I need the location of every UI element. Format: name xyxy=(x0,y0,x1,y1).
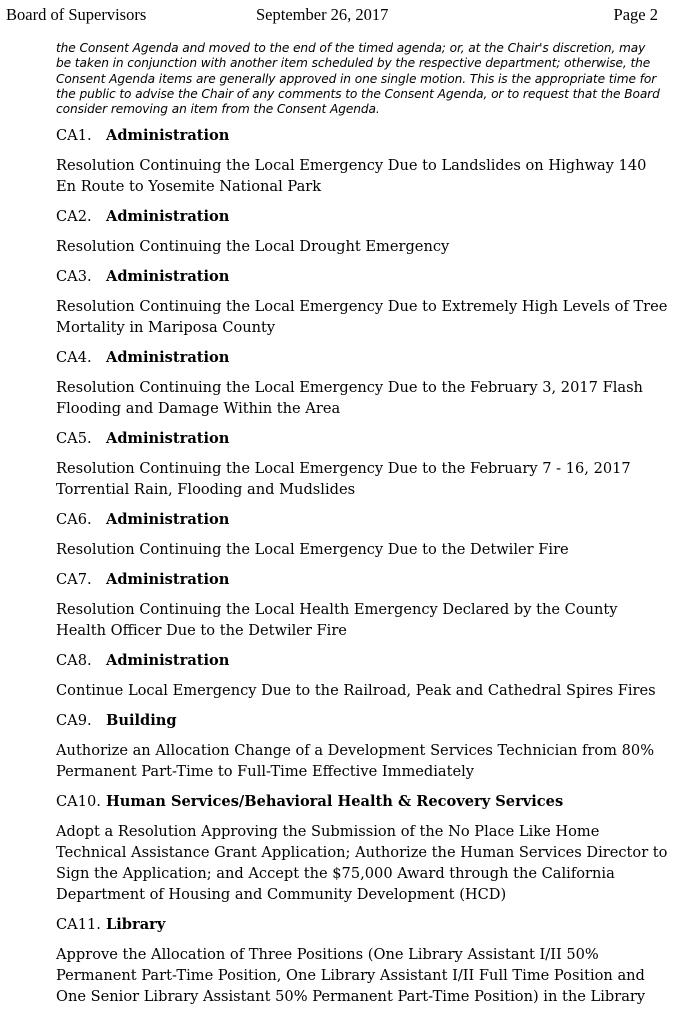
item-number: CA4. xyxy=(56,349,92,366)
item-department: Administration xyxy=(106,430,230,447)
agenda-item-heading xyxy=(56,791,668,812)
item-number: CA1. xyxy=(56,127,92,144)
item-description: Resolution Continuing the Local Drought Emergency xyxy=(56,238,450,255)
page-header xyxy=(6,5,658,25)
agenda-item-ca8 xyxy=(56,650,668,701)
item-number: CA7. xyxy=(56,571,92,588)
agenda-item-ca5 xyxy=(56,428,668,500)
item-department: Administration xyxy=(106,349,230,366)
item-number: CA5. xyxy=(56,430,92,447)
item-department: Administration xyxy=(106,268,230,285)
agenda-item-ca9 xyxy=(56,710,668,782)
item-description: Resolution Continuing the Local Emergency Due to the Detwiler Fire xyxy=(56,541,569,558)
agenda-item-ca7 xyxy=(56,569,668,641)
item-description: Resolution Continuing the Local Emergency Due to the February 7 - 16, 2017 Torrential Rain, Flooding and Mudslides xyxy=(56,460,631,498)
item-department: Administration xyxy=(106,652,230,669)
item-description: Resolution Continuing the Local Emergency Due to Landslides on Highway 140 En Route to Yosemite National Park xyxy=(56,157,647,195)
agenda-item-ca4 xyxy=(56,347,668,419)
agenda-item-heading xyxy=(56,710,668,731)
item-number: CA6. xyxy=(56,511,92,528)
item-department: Human Services/Behavioral Health & Recovery Services xyxy=(106,793,564,810)
agenda-item-heading xyxy=(56,914,668,935)
consent-agenda-intro: the Consent Agenda and moved to the end of the timed agenda; or, at the Chair's discretion, may be taken in conjunction with another item scheduled by the respective department; otherwise, the Consent Agenda items are generally approved in one single motion. This is the appropriate time for the public to advise the Chair of any comments to the Consent Agenda, or to request that the Board consider removing an item from the Consent Agenda. xyxy=(56,41,660,117)
item-department: Administration xyxy=(106,571,230,588)
item-description: Authorize an Allocation Change of a Development Services Technician from 80% Permanent Part-Time to Full-Time Effective Immediately xyxy=(56,742,655,780)
agenda-item-heading xyxy=(56,125,668,146)
agenda-item-heading xyxy=(56,428,668,449)
agenda-item-heading xyxy=(56,347,668,368)
item-number: CA8. xyxy=(56,652,92,669)
item-description: Adopt a Resolution Approving the Submission of the No Place Like Home Technical Assistance Grant Application; Authorize the Human Services Director to Sign the Application; and Accept the $75,000 Award through the California Department of Housing and Community Development (HCD) xyxy=(56,823,668,903)
item-department: Administration xyxy=(106,127,230,144)
agenda-item-ca6 xyxy=(56,509,668,560)
consent-agenda-items xyxy=(56,125,668,1016)
agenda-item-ca1 xyxy=(56,125,668,197)
agenda-item-heading xyxy=(56,509,668,530)
item-description: Resolution Continuing the Local Health Emergency Declared by the County Health Officer Due to the Detwiler Fire xyxy=(56,601,618,639)
agenda-item-heading xyxy=(56,206,668,227)
agenda-item-ca11 xyxy=(56,914,668,1007)
item-number: CA3. xyxy=(56,268,92,285)
agenda-item-ca3 xyxy=(56,266,668,338)
agenda-item-heading xyxy=(56,266,668,287)
item-department: Building xyxy=(106,712,177,729)
agenda-item-ca2 xyxy=(56,206,668,257)
item-department: Administration xyxy=(106,208,230,225)
item-description: Approve the Allocation of Three Positions (One Library Assistant I/II 50% Permanent Part-Time Position, One Library Assistant I/II Full Time Position and One Senior Library Assistant 50% Permanent Part-Time Position) in the Library xyxy=(56,946,646,1005)
header-board-title: Board of Supervisors xyxy=(6,5,147,24)
header-date: September 26, 2017 xyxy=(256,5,389,24)
agenda-item-heading xyxy=(56,650,668,671)
item-description: Resolution Continuing the Local Emergency Due to the February 3, 2017 Flash Flooding and Damage Within the Area xyxy=(56,379,643,417)
agenda-item-ca10 xyxy=(56,791,668,905)
agenda-item-heading xyxy=(56,569,668,590)
item-description: Resolution Continuing the Local Emergency Due to Extremely High Levels of Tree Mortality in Mariposa County xyxy=(56,298,668,336)
item-number: CA11. xyxy=(56,916,101,933)
item-number: CA10. xyxy=(56,793,101,810)
item-department: Administration xyxy=(106,511,230,528)
item-department: Library xyxy=(106,916,166,933)
header-page-number: Page 2 xyxy=(613,5,658,24)
item-number: CA2. xyxy=(56,208,92,225)
item-description: Continue Local Emergency Due to the Railroad, Peak and Cathedral Spires Fires xyxy=(56,682,656,699)
item-number: CA9. xyxy=(56,712,92,729)
